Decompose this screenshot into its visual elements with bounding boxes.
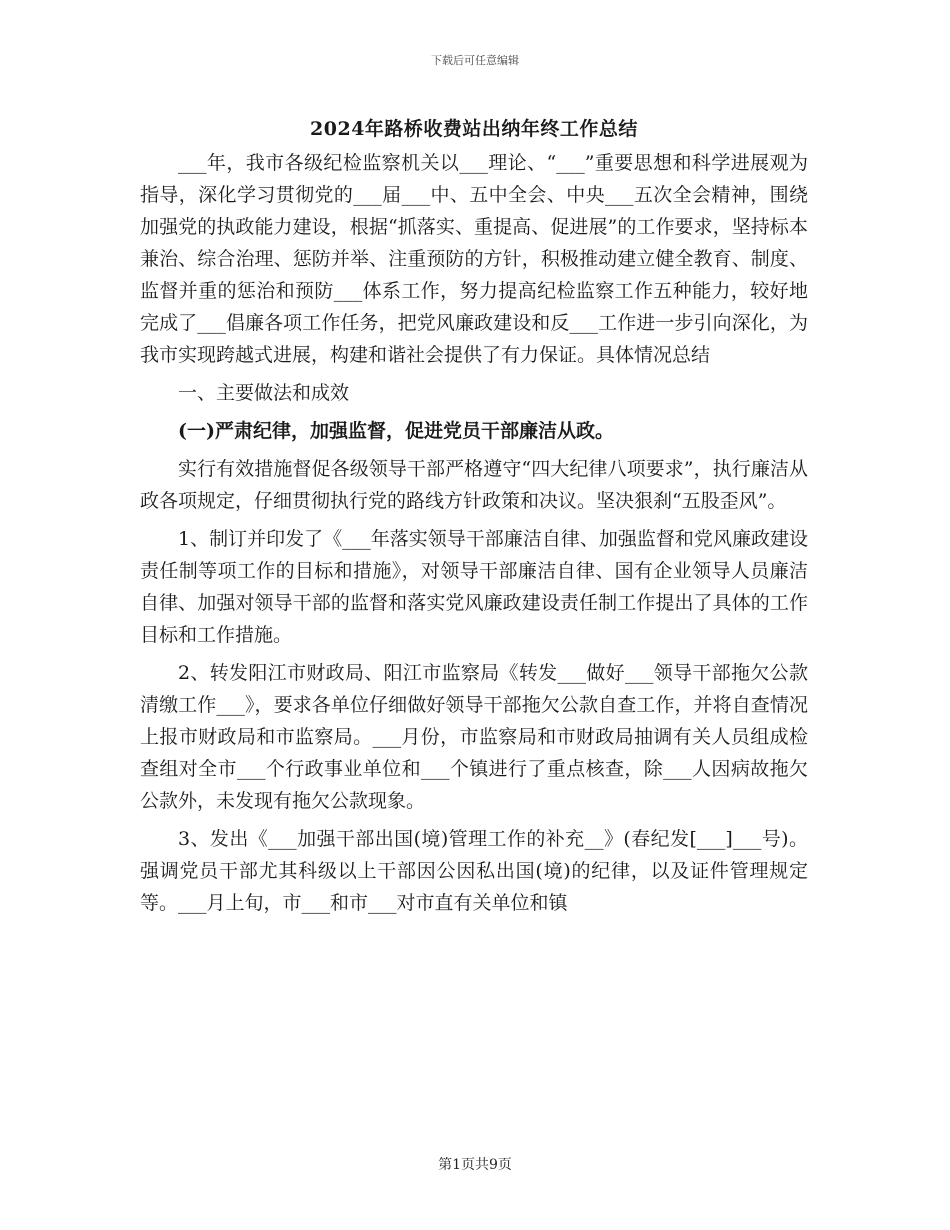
page-number: 第1页共9页 (438, 1157, 512, 1173)
subsection-heading: (一)严肃纪律，加强监督，促进党员干部廉洁从政。 (178, 420, 614, 442)
measures-paragraph: 实行有效措施督促各级领导干部严格遵守“四大纪律八项要求”，执行廉洁从政各项规定，仔细贯彻执行党的路线方针政策和决议。坚决狠刹“五股歪风”。 (140, 458, 808, 512)
document-body (140, 113, 808, 919)
item-1-paragraph: 1、制订并印发了《___年落实领导干部廉洁自律、加强监督和党风廉政建设责任制等项工作的目标和措施》，对领导干部廉洁自律、国有企业领导人员廉洁自律、加强对领导干部的监督和落实党风廉政建设责任制工作提出了具体的工作目标和工作措施。 (140, 528, 808, 646)
intro-paragraph: ___年，我市各级纪检监察机关以___理论、“___”重要思想和科学进展观为指导，深化学习贯彻党的___届___中、五中全会、中央___五次全会精神，围绕加强党的执政能力建设，根据“抓落实、重提高、促进展”的工作要求，坚持标本兼治、综合治理、惩防并举、注重预防的方针，积极推动建立健全教育、制度、监督并重的惩治和预防___体系工作，努力提高纪检监察工作五种能力，较好地完成了___倡廉各项工作任务，把党风廉政建设和反___工作进一步引向深化，为我市实现跨越式进展，构建和谐社会提供了有力保证。具体情况总结 (140, 152, 808, 366)
item-3-paragraph: 3、发出《___加强干部出国(境)管理工作的补充__》(春纪发[___]___号)。强调党员干部尤其科级以上干部因公因私出国(境)的纪律，以及证件管理规定等。___月上旬，市___和市___对市直有关单位和镇 (140, 828, 808, 914)
page-header-note: 下载后可任意编辑 (431, 54, 519, 67)
document-title: 2024年路桥收费站出纳年终工作总结 (310, 118, 638, 140)
section-heading: 一、主要做法和成效 (178, 382, 350, 404)
item-2-paragraph: 2、转发阳江市财政局、阳江市监察局《转发___做好___领导干部拖欠公款清缴工作___》，要求各单位仔细做好领导干部拖欠公款自查工作，并将自查情况上报市财政局和市监察局。___月份，市监察局和市财政局抽调有关人员组成检查组对全市___个行政事业单位和___个镇进行了重点核查，除___人因病故拖欠公款外，未发现有拖欠公款现象。 (140, 662, 808, 812)
